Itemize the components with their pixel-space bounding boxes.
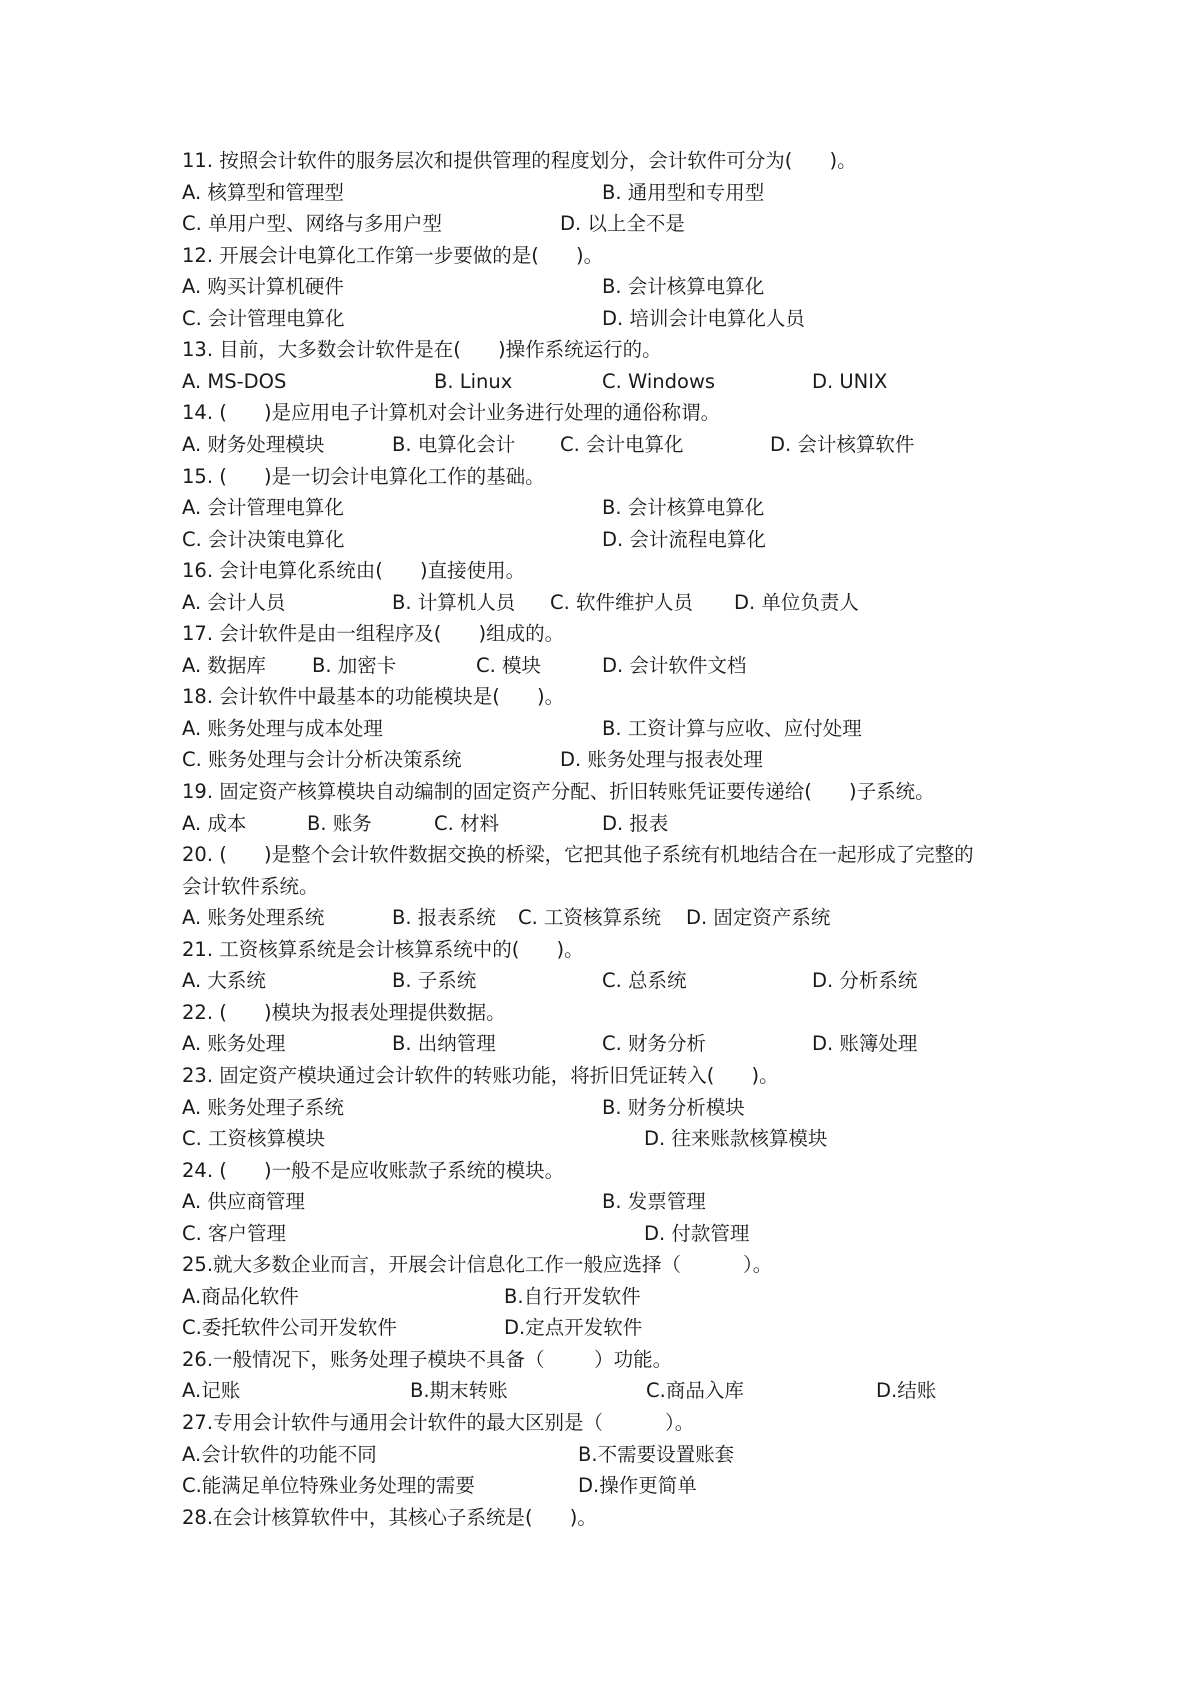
question-stem (0, 242, 1191, 270)
question-text: 27.专用会计软件与通用会计软件的最大区别是（ ）。 (182, 1411, 695, 1434)
answer-option: C. 模块 (476, 653, 542, 677)
answer-option: D. 培训会计电算化人员 (602, 306, 805, 330)
option-row (0, 715, 1191, 743)
answer-option: A. 供应商管理 (182, 1190, 305, 1214)
answer-option: C.能满足单位特殊业务处理的需要 (182, 1474, 475, 1498)
answer-option: D. 付款管理 (644, 1221, 750, 1245)
option-row (0, 967, 1191, 995)
answer-option: B. 发票管理 (602, 1190, 706, 1214)
option-row (0, 1441, 1191, 1469)
answer-option: C. 工资核算模块 (182, 1127, 326, 1151)
answer-option: B. 财务分析模块 (602, 1095, 745, 1119)
answer-option: B. 电算化会计 (392, 432, 516, 456)
answer-option: B. 工资计算与应收、应付处理 (602, 716, 862, 740)
question-text: 18. 会计软件中最基本的功能模块是( )。 (182, 685, 565, 709)
option-row (0, 589, 1191, 617)
answer-option: D.结账 (876, 1379, 937, 1403)
question-text: 24. ( )一般不是应收账款子系统的模块。 (182, 1158, 565, 1182)
answer-option: B. 报表系统 (392, 906, 496, 930)
option-row (0, 210, 1191, 238)
option-row (0, 1030, 1191, 1058)
answer-option: D. 报表 (602, 811, 669, 835)
question-text: 21. 工资核算系统是会计核算系统中的( )。 (182, 937, 584, 961)
answer-option: B. 账务 (307, 811, 372, 835)
answer-option: A. 数据库 (182, 653, 266, 677)
answer-option: A.记账 (182, 1379, 241, 1403)
option-row (0, 810, 1191, 838)
question-text: 28.在会计核算软件中，其核心子系统是( )。 (182, 1505, 597, 1529)
question-text: 12. 开展会计电算化工作第一步要做的是( )。 (182, 243, 604, 267)
answer-option: A. 账务处理系统 (182, 906, 325, 930)
option-row (0, 652, 1191, 680)
answer-option: C. 会计管理电算化 (182, 306, 345, 330)
question-text: 会计软件系统。 (182, 874, 319, 898)
question-stem (0, 873, 1191, 901)
question-text: 14. ( )是应用电子计算机对会计业务进行处理的通俗称谓。 (182, 401, 721, 425)
answer-option: B. Linux (434, 369, 513, 393)
answer-option: A. 购买计算机硬件 (182, 275, 344, 299)
answer-option: A. MS-DOS (182, 369, 287, 393)
option-row (0, 1188, 1191, 1216)
answer-option: A.会计软件的功能不同 (182, 1442, 377, 1466)
option-row (0, 1125, 1191, 1153)
question-stem (0, 841, 1191, 869)
question-text: 26.一般情况下，账务处理子模块不具备（ ）功能。 (182, 1347, 673, 1371)
answer-option: D. 以上全不是 (560, 212, 685, 236)
answer-option: A. 会计人员 (182, 590, 286, 614)
question-text: 13. 目前，大多数会计软件是在( )操作系统运行的。 (182, 338, 662, 362)
question-text: 16. 会计电算化系统由( )直接使用。 (182, 559, 526, 583)
question-stem (0, 999, 1191, 1027)
question-text: 11. 按照会计软件的服务层次和提供管理的程度划分，会计软件可分为( )。 (182, 149, 857, 172)
question-text: 19. 固定资产核算模块自动编制的固定资产分配、折旧转账凭证要传递给( )子系统。 (182, 780, 935, 803)
option-row (0, 526, 1191, 554)
option-row (0, 431, 1191, 459)
answer-option: C. 材料 (434, 811, 500, 835)
answer-option: C. 单用户型、网络与多用户型 (182, 212, 443, 236)
question-text: 15. ( )是一切会计电算化工作的基础。 (182, 464, 545, 488)
answer-option: C. 会计决策电算化 (182, 527, 345, 551)
answer-option: A. 大系统 (182, 969, 266, 993)
answer-option: D. 会计流程电算化 (602, 527, 766, 551)
answer-option: B.期末转账 (410, 1379, 508, 1403)
answer-option: D. 分析系统 (812, 969, 918, 993)
question-stem (0, 1504, 1191, 1532)
answer-option: D. 单位负责人 (734, 590, 859, 614)
question-text: 23. 固定资产模块通过会计软件的转账功能，将折旧凭证转入( )。 (182, 1063, 779, 1087)
answer-option: C. Windows (602, 369, 716, 393)
option-row (0, 746, 1191, 774)
question-stem (0, 147, 1191, 175)
answer-option: A. 账务处理 (182, 1032, 286, 1056)
answer-option: D. 往来账款核算模块 (644, 1127, 828, 1151)
question-text: 22. ( )模块为报表处理提供数据。 (182, 1000, 506, 1024)
option-row (0, 1283, 1191, 1311)
question-stem (0, 336, 1191, 364)
answer-option: C. 账务处理与会计分析决策系统 (182, 748, 462, 772)
option-row (0, 1377, 1191, 1405)
answer-option: D.操作更简单 (578, 1474, 697, 1498)
question-stem (0, 778, 1191, 806)
answer-option: A. 财务处理模块 (182, 432, 325, 456)
option-row (0, 494, 1191, 522)
answer-option: C. 工资核算系统 (518, 906, 662, 930)
question-stem (0, 1409, 1191, 1437)
question-stem (0, 620, 1191, 648)
question-stem (0, 1346, 1191, 1374)
option-row (0, 179, 1191, 207)
answer-option: D. 会计软件文档 (602, 653, 747, 677)
answer-option: A. 会计管理电算化 (182, 496, 344, 520)
question-stem (0, 936, 1191, 964)
answer-option: A. 账务处理子系统 (182, 1095, 344, 1119)
question-text: 25.就大多数企业而言，开展会计信息化工作一般应选择（ ）。 (182, 1253, 773, 1277)
answer-option: C. 会计电算化 (560, 432, 684, 456)
answer-option: B. 会计核算电算化 (602, 496, 765, 520)
question-stem (0, 557, 1191, 585)
answer-option: C.商品入库 (646, 1379, 744, 1403)
option-row (0, 1472, 1191, 1500)
answer-option: D. 账簿处理 (812, 1032, 918, 1056)
answer-option: C. 财务分析 (602, 1032, 707, 1056)
question-text: 20. ( )是整个会计软件数据交换的桥梁，它把其他子系统有机地结合在一起形成了完整的 (182, 843, 974, 867)
answer-option: D. 会计核算软件 (770, 432, 915, 456)
option-row (0, 1220, 1191, 1248)
answer-option: D.定点开发软件 (504, 1316, 643, 1340)
answer-option: C.委托软件公司开发软件 (182, 1316, 397, 1340)
answer-option: A.商品化软件 (182, 1284, 299, 1308)
answer-option: C. 总系统 (602, 969, 687, 993)
question-stem (0, 1062, 1191, 1090)
answer-option: B. 通用型和专用型 (602, 180, 765, 204)
option-row (0, 1314, 1191, 1342)
answer-option: B. 出纳管理 (392, 1032, 496, 1056)
option-row (0, 1094, 1191, 1122)
question-stem (0, 1251, 1191, 1279)
option-row (0, 273, 1191, 301)
answer-option: A. 账务处理与成本处理 (182, 716, 383, 740)
answer-option: B.不需要设置账套 (578, 1442, 735, 1466)
answer-option: D. UNIX (812, 369, 888, 393)
answer-option: A. 核算型和管理型 (182, 180, 344, 204)
question-stem (0, 1157, 1191, 1185)
answer-option: B. 子系统 (392, 969, 477, 993)
answer-option: D. 账务处理与报表处理 (560, 748, 763, 772)
answer-option: B. 计算机人员 (392, 590, 516, 614)
answer-option: D. 固定资产系统 (686, 906, 831, 930)
option-row (0, 305, 1191, 333)
answer-option: C. 客户管理 (182, 1221, 287, 1245)
answer-option: B. 加密卡 (312, 653, 397, 677)
answer-option: C. 软件维护人员 (550, 590, 694, 614)
option-row (0, 368, 1191, 396)
question-stem (0, 683, 1191, 711)
question-text: 17. 会计软件是由一组程序及( )组成的。 (182, 622, 565, 646)
answer-option: A. 成本 (182, 811, 247, 835)
question-stem (0, 463, 1191, 491)
answer-option: B. 会计核算电算化 (602, 275, 765, 299)
answer-option: B.自行开发软件 (504, 1284, 641, 1308)
option-row (0, 904, 1191, 932)
question-stem (0, 399, 1191, 427)
